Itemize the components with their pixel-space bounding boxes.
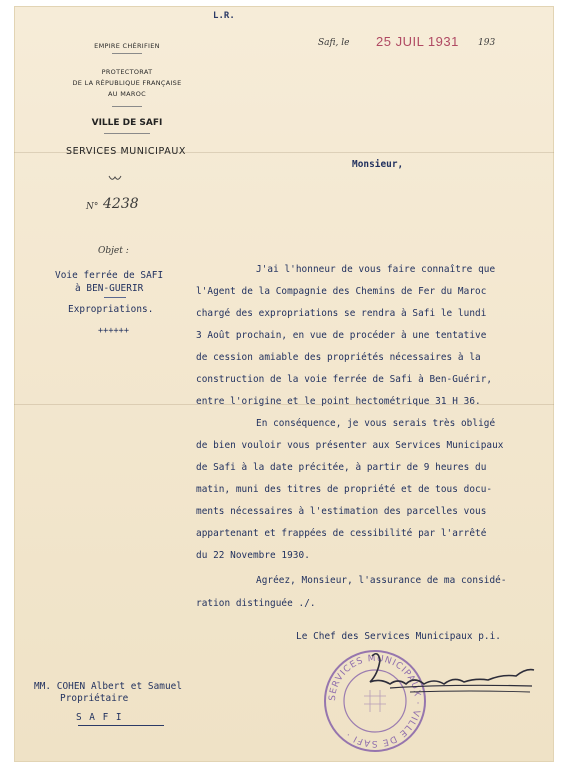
addressee-line-1: MM. COHEN Albert et Samuel bbox=[34, 681, 183, 692]
salutation: Monsieur, bbox=[352, 159, 404, 170]
body-line-9: de bien vouloir vous présenter aux Services Municipaux bbox=[196, 440, 504, 451]
subject-rule bbox=[104, 297, 126, 298]
subject-ornament: ++++++ bbox=[98, 326, 130, 336]
body-line-11: matin, muni des titres de propriété et de tous docu- bbox=[196, 484, 493, 495]
protectorat-line-2: DE LA RÉPUBLIQUE FRANÇAISE bbox=[72, 79, 182, 87]
services-label: SERVICES MUNICIPAUX bbox=[65, 146, 187, 157]
addressee-underline bbox=[78, 725, 164, 726]
subject-line-1: Voie ferrée de SAFI bbox=[55, 270, 164, 281]
body-line-14: du 22 Novembre 1930. bbox=[196, 550, 310, 561]
empire-label: EMPIRE CHÉRIFIEN bbox=[94, 42, 160, 50]
addressee-line-2: Propriétaire bbox=[60, 693, 129, 704]
number-value: 4238 bbox=[103, 196, 139, 212]
letterhead-rule-2 bbox=[112, 106, 142, 107]
body-line-4: 3 Août prochain, en vue de procéder à une tentative bbox=[196, 330, 487, 341]
objet-label: Objet : bbox=[98, 246, 129, 256]
subject-line-2: à BEN-GUERIR bbox=[75, 283, 144, 294]
body-line-3: chargé des expropriations se rendra à Safi le lundi bbox=[196, 308, 487, 319]
body-line-2: l'Agent de la Compagnie des Chemins de Fer du Maroc bbox=[196, 286, 487, 297]
number-prefix: N° bbox=[86, 202, 99, 212]
body-line-6: construction de la voie ferrée de Safi à Ben-Guérir, bbox=[196, 374, 493, 385]
date-stamp: 25 JUIL 1931 bbox=[376, 34, 459, 49]
body-line-10: de Safi à la date précitée, à partir de 9 heures du bbox=[196, 462, 487, 473]
body-line-15: Agréez, Monsieur, l'assurance de ma considé- bbox=[256, 575, 507, 586]
body-line-1: J'ai l'honneur de vous faire connaître que bbox=[256, 264, 496, 275]
letterhead-rule-3 bbox=[104, 133, 150, 134]
top-mark: L.R. bbox=[213, 11, 235, 21]
protectorat-line-1: PROTECTORAT bbox=[101, 68, 153, 76]
place-prefix: Safi, le bbox=[318, 38, 350, 48]
body-line-5: de cession amiable des propriétés nécessaires à la bbox=[196, 352, 481, 363]
protectorat-block bbox=[52, 67, 202, 100]
protectorat-line-3: AU MAROC bbox=[108, 90, 146, 98]
seal-ring-text: SERVICES MUNICIPAUX · VILLE DE SAFI · bbox=[327, 653, 423, 749]
body-line-8: En conséquence, je vous serais très obligé bbox=[256, 418, 496, 429]
subject-line-3: Expropriations. bbox=[68, 304, 154, 315]
year-suffix: 193 bbox=[478, 38, 496, 48]
handwritten-signature bbox=[350, 648, 540, 702]
ville-label: VILLE DE SAFI bbox=[91, 118, 163, 128]
body-line-13: appartenant et frappées de cessibilité par l'arrêté bbox=[196, 528, 487, 539]
body-line-12: ments nécessaires à l'estimation des parcelles vous bbox=[196, 506, 487, 517]
signature-title: Le Chef des Services Municipaux p.i. bbox=[296, 631, 501, 642]
body-line-7: entre l'origine et le point hectométrique 31 H 36. bbox=[196, 396, 481, 407]
body-line-16: ration distinguée ./. bbox=[196, 598, 316, 609]
addressee-line-3: S A F I bbox=[76, 712, 123, 723]
ornament-icon bbox=[108, 168, 122, 176]
letterhead-rule-1 bbox=[112, 53, 142, 54]
